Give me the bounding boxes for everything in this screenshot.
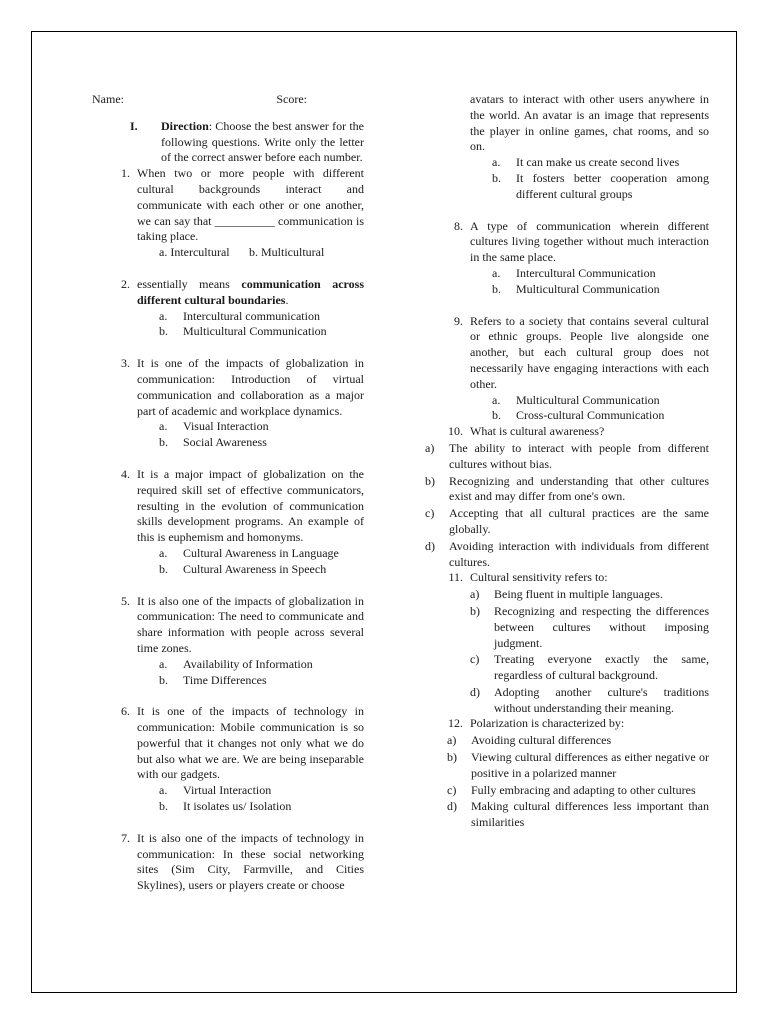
option [159, 799, 364, 815]
option-text: Accepting that all cultural practices are the same globally. [449, 506, 709, 536]
right-column [425, 92, 709, 831]
question-10 [425, 424, 709, 440]
question-text: It is also one of the impacts of globalization in communication: The need to communicate and share information with people across several time zones. [137, 593, 364, 655]
option-letter: c) [425, 506, 435, 521]
question-9 [425, 314, 709, 393]
option-text: Avoiding cultural differences [471, 733, 612, 748]
option [447, 783, 709, 799]
option-a: a. Intercultural [159, 245, 230, 260]
option-letter: c) [447, 782, 457, 797]
option-letter: b. [159, 672, 168, 687]
option-letter: b. [159, 435, 168, 450]
option-text: Fully embracing and adapting to other cultures [471, 782, 696, 797]
question-text-pre: essentially means [137, 276, 242, 291]
option-letter: b. [159, 799, 168, 814]
option [159, 657, 364, 673]
option [470, 652, 709, 684]
question-text: Cultural sensitivity refers to: [470, 570, 608, 585]
question-6 [92, 704, 364, 783]
direction-block [130, 119, 364, 166]
option-text: Treating everyone exactly the same, regardless of cultural background. [494, 652, 709, 683]
option-text: It can make us create second lives [516, 155, 680, 170]
question-number: 11. [448, 570, 463, 585]
option-text: Time Differences [183, 672, 267, 687]
question-text: It is a major impact of globalization on the required skill set of effective communicators, resulting in the evolution of communication skills development programs. An example of this is euphemism and homonyms. [137, 466, 364, 545]
option-text: It fosters better cooperation among different cultural groups [516, 170, 709, 201]
question-number: 12. [448, 716, 463, 731]
option [447, 750, 709, 782]
option-text: Visual Interaction [183, 419, 269, 434]
question-9-options [492, 393, 709, 425]
option-letter: b. [492, 170, 501, 185]
option-letter: d) [447, 799, 457, 814]
name-label: Name: [92, 92, 124, 106]
question-text-continued: avatars to interact with other users anywhere in the world. An avatar is an image that represents the player in online games, chat rooms, and so on. [470, 92, 709, 154]
option-letter: d) [425, 538, 435, 553]
option-letter: b. [492, 408, 501, 423]
option-letter: a. [492, 392, 501, 407]
question-6-options [159, 783, 364, 815]
question-text: It is one of the impacts of globalization in communication: Introduction of virtual communication and collaboration as a major part of academic and workplace dynamics. [137, 356, 364, 418]
option-text: Viewing cultural differences as either negative or positive in a polarized manner [471, 750, 709, 780]
question-4-options [159, 546, 364, 578]
option [492, 171, 709, 203]
option-text: Recognizing and understanding that other cultures exist and may differ from one's own. [449, 473, 709, 504]
score-label: Score: [276, 92, 307, 106]
question-number: 8. [454, 218, 463, 233]
question-5 [92, 594, 364, 657]
option [159, 309, 364, 325]
question-number: 2. [121, 276, 130, 291]
option-text: Social Awareness [183, 435, 267, 450]
option [470, 685, 709, 717]
option [447, 799, 709, 831]
option [159, 546, 364, 562]
option-letter: a. [492, 155, 501, 170]
question-4 [92, 467, 364, 546]
option-text: Virtual Interaction [183, 783, 272, 798]
option-text: Being fluent in multiple languages. [494, 587, 663, 602]
question-number: 3. [121, 356, 130, 371]
option-text: Cross-cultural Communication [516, 408, 665, 423]
header-row [92, 92, 307, 108]
question-12 [410, 716, 709, 732]
question-text: It is one of the impacts of technology in communication: Mobile communication is so powerful that it changes not only what we do but also what we are. We are being inseparable with our gadgets. [137, 704, 364, 782]
option-text: Making cultural differences less important than similarities [471, 799, 709, 830]
option-letter: b) [470, 603, 480, 618]
option [159, 435, 364, 451]
option [425, 441, 709, 473]
option-letter: a. [492, 265, 501, 280]
question-12-options [447, 733, 709, 831]
question-number: 10. [448, 424, 463, 439]
question-5-options [159, 657, 364, 689]
left-column [92, 92, 364, 894]
option-letter: a. [159, 783, 168, 798]
question-1 [92, 166, 364, 245]
option-letter: a. [159, 656, 168, 671]
question-2 [92, 277, 364, 309]
option-letter: b. [159, 324, 168, 339]
option [425, 474, 709, 506]
option [447, 733, 709, 749]
option [159, 324, 364, 340]
option-text: Multicultural Communication [516, 392, 660, 407]
option [159, 783, 364, 799]
option-text: The ability to interact with people from different cultures without bias. [449, 440, 709, 471]
option-b: b. Multicultural [249, 245, 325, 260]
question-2-options [159, 309, 364, 341]
question-number: 4. [121, 466, 130, 481]
option [470, 604, 709, 651]
option-letter: d) [470, 684, 480, 699]
option [470, 587, 709, 603]
option-text: It isolates us/ Isolation [183, 799, 292, 814]
option-text: Cultural Awareness in Language [183, 545, 339, 560]
question-number: 7. [121, 830, 130, 845]
question-text: It is also one of the impacts of technology in communication: In these social networking sites (Sim City, Farmville, and Cities Skylines), users or players create or choose [137, 830, 364, 893]
option-text: Cultural Awareness in Speech [183, 561, 327, 576]
direction-numeral: I. [130, 118, 138, 133]
question-number: 1. [121, 166, 130, 181]
option [492, 393, 709, 409]
option-text: Availability of Information [183, 656, 313, 671]
question-11 [410, 570, 709, 586]
question-number: 5. [121, 593, 130, 608]
option [492, 282, 709, 298]
option-letter: b) [447, 750, 457, 765]
option-text: Avoiding interaction with individuals from different cultures. [449, 538, 709, 569]
option-letter: b) [425, 473, 435, 488]
option-text: Intercultural communication [183, 308, 320, 323]
question-text: Refers to a society that contains several cultural or ethnic groups. People live alongside one another, but each cultural group does not necessarily have engaging interactions with each other. [470, 313, 709, 391]
option-text: Intercultural Communication [516, 265, 656, 280]
option-letter: a. [159, 308, 168, 323]
option [425, 539, 709, 571]
question-7-continued [425, 92, 709, 155]
question-7 [92, 831, 364, 894]
question-8-options [492, 266, 709, 298]
option-text: Multicultural Communication [183, 324, 327, 339]
option-letter: a) [447, 733, 457, 748]
option-letter: a) [470, 587, 480, 602]
option-letter: c) [470, 652, 480, 667]
option [492, 155, 709, 171]
question-text [137, 277, 364, 309]
option [159, 419, 364, 435]
option [159, 562, 364, 578]
direction-body: : Choose the best answer for the following questions. Write only the letter of the correct answer before each number. [161, 118, 364, 165]
question-text-post: . [285, 292, 289, 307]
question-text: What is cultural awareness? [470, 424, 605, 439]
option [492, 408, 709, 424]
question-text: When two or more people with different cultural backgrounds interact and communicate with each other or one another, we can say that __________ communication is taking place. [137, 166, 364, 244]
question-text: A type of communication wherein different cultures living together without much interaction in the same place. [470, 218, 709, 265]
question-3 [92, 356, 364, 419]
question-8 [425, 219, 709, 266]
question-7-options [492, 155, 709, 202]
option-letter: b. [159, 561, 168, 576]
option-text: Multicultural Communication [516, 281, 660, 296]
question-3-options [159, 419, 364, 451]
question-11-options [470, 587, 709, 716]
option [425, 506, 709, 538]
option-letter: a. [159, 419, 168, 434]
direction-text [161, 119, 364, 166]
direction-label: Direction [161, 118, 209, 133]
question-number: 6. [121, 704, 130, 719]
question-1-options [159, 245, 364, 261]
option-text: Recognizing and respecting the differences between cultures without imposing judgment. [494, 603, 709, 650]
option-text: Adopting another culture's traditions without understanding their meaning. [494, 684, 709, 715]
option [159, 673, 364, 689]
question-text-bold: communication across different cultural boundaries [137, 276, 365, 307]
question-10-options [425, 441, 709, 570]
option-letter: b. [492, 281, 501, 296]
option-letter: a) [425, 440, 435, 455]
question-number: 9. [454, 313, 463, 328]
question-text: Polarization is characterized by: [470, 716, 625, 731]
option [492, 266, 709, 282]
option-letter: a. [159, 545, 168, 560]
worksheet-page [31, 31, 737, 993]
